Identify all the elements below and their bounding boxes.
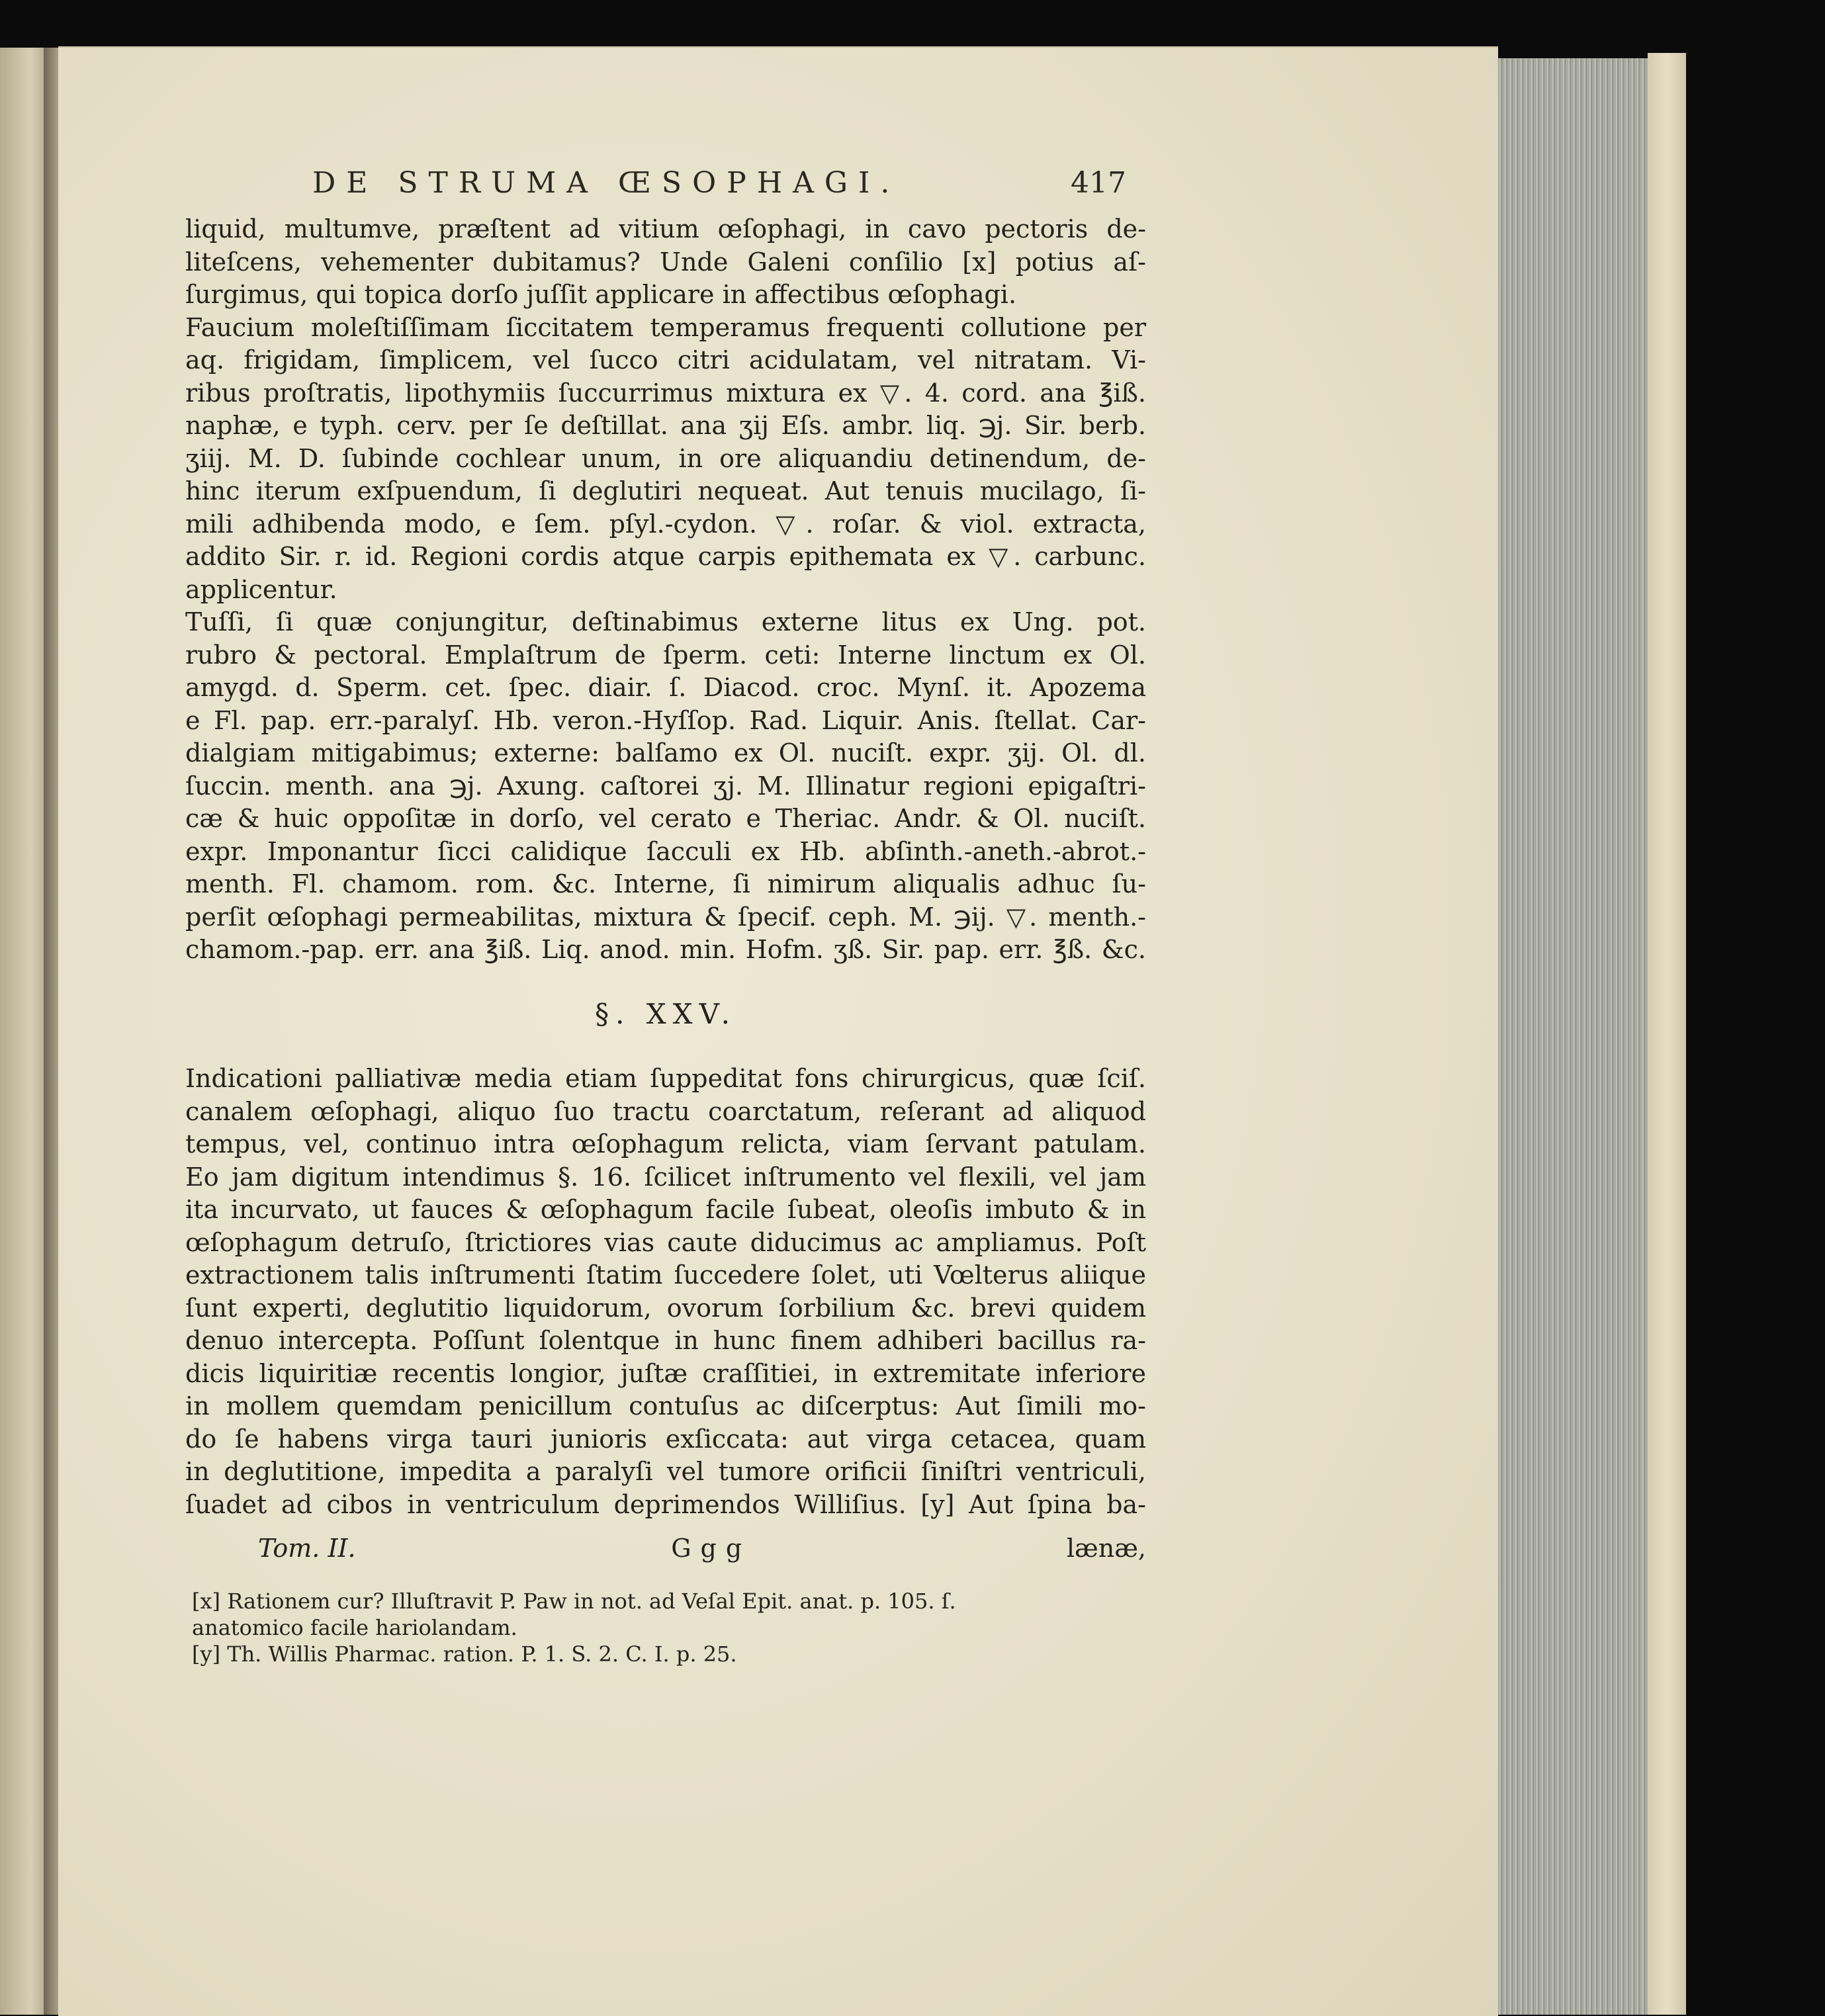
text-line: ita incurvato, ut fauces & œſophagum facile ſubeat, oleoſis imbuto & in xyxy=(185,1195,1146,1224)
running-title: DE STRUMA ŒSOPHAGI. xyxy=(312,165,901,200)
text-line: liquid, multumve, præſtent ad vitium œſophagi, in cavo pectoris de- xyxy=(185,214,1146,243)
text-line: chamom.-pap. err. ana ℥iß. Liq. anod. min. Hofm. ʒß. Sir. pap. err. ℥ß. &c. xyxy=(185,935,1146,964)
text-line: ſunt experti, deglutitio liquidorum, ovorum ſorbilium &c. brevi quidem xyxy=(185,1293,1146,1323)
text-line: ribus proſtratis, lipothymiis ſuccurrimus mixtura ex ▽. 4. cord. ana ℥iß. xyxy=(185,378,1146,408)
text-line: dicis liquiritiæ recentis longior, juſtæ craſſitiei, in extremitate inferiore xyxy=(185,1358,1146,1388)
text-line: Indicationi palliativæ media etiam ſuppeditat fons chirurgicus, quæ ſciſ. xyxy=(185,1064,1146,1093)
footnote-line: anatomico facile hariolandam. xyxy=(192,1615,517,1640)
text-line: do ſe habens virga tauri junioris exſiccata: aut virga cetacea, quam xyxy=(185,1424,1146,1454)
text-line: aq. frigidam, ſimplicem, vel ſucco citri acidulatam, vel nitratam. Vi- xyxy=(185,345,1146,374)
text-line: canalem œſophagi, aliquo ſuo tractu coarctatum, reſerant ad aliquod xyxy=(185,1096,1146,1126)
text-line: menth. Fl. chamom. rom. &c. Interne, ſi nimirum aliqualis adhuc ſu- xyxy=(185,869,1146,898)
signature-mark: Ggg xyxy=(671,1534,752,1563)
text-line: ſurgimus, qui topica dorſo juſſit applicare in affectibus œſophagi. xyxy=(185,280,1017,309)
text-line: tempus, vel, continuo intra œſophagum relicta, viam ſervant patulam. xyxy=(185,1129,1146,1159)
text-line: ſuccin. menth. ana ℈j. Axung. caſtorei ʒj. M. Illinatur regioni epigaſtri- xyxy=(185,771,1146,801)
text-line: Faucium moleſtiſſimam ſiccitatem temperamus frequenti collutione per xyxy=(185,312,1146,342)
page-footer xyxy=(185,1534,1146,1563)
text-line: hinc iterum exſpuendum, ſi deglutiri nequeat. Aut tenuis mucilago, ſi- xyxy=(185,476,1146,505)
text-line: rubro & pectoral. Emplaſtrum de ſperm. ceti: Interne linctum ex Ol. xyxy=(185,640,1146,670)
text-line: in mollem quemdam penicillum contuſus ac diſcerptus: Aut ſimili mo- xyxy=(185,1391,1146,1421)
text-line: mili adhibenda modo, e ſem. pſyl.-cydon. ▽. roſar. & viol. extracta, xyxy=(185,509,1146,539)
page-header xyxy=(312,163,1126,202)
text-block-bottom xyxy=(185,1063,1146,1521)
footnote-line: [y] Th. Willis Pharmac. ration. P. 1. S. 2. C. I. p. 25. xyxy=(192,1642,737,1667)
volume-label: Tom. II. xyxy=(258,1534,356,1563)
text-line: naphæ, e typh. cerv. per ſe deſtillat. ana ʒij Eſs. ambr. liq. ℈j. Sir. berb. xyxy=(185,411,1146,440)
text-line: in deglutitione, impedita a paralyſi vel tumore orificii ſiniſtri ventriculi, xyxy=(185,1457,1146,1486)
text-line: e Fl. pap. err.-paralyſ. Hb. veron.-Hyſſop. Rad. Liquir. Anis. ſtellat. Car- xyxy=(185,705,1146,735)
text-line: addito Sir. r. id. Regioni cordis atque carpis epithemata ex ▽. carbunc. xyxy=(185,542,1146,571)
footnote-line: [x] Rationem cur? Illuſtravit P. Paw in not. ad Veſal Epit. anat. p. 105. ſ. xyxy=(192,1589,956,1614)
page-number: 417 xyxy=(1071,165,1126,200)
text-line: Tuſſi, ſi quæ conjungitur, deſtinabimus externe litus ex Ung. pot. xyxy=(185,607,1146,636)
text-line: liteſcens, vehementer dubitamus? Unde Galeni conſilio [x] potius aſ- xyxy=(185,247,1146,277)
section-heading: §. XXV. xyxy=(595,998,736,1030)
footnotes xyxy=(192,1588,1145,1667)
text-line: perſit œſophagi permeabilitas, mixtura & ſpecif. ceph. M. ℈ij. ▽. menth.- xyxy=(185,902,1146,932)
text-block-top xyxy=(185,213,1146,967)
text-line: expr. Imponantur ſicci calidique ſacculi ex Hb. abſinth.-aneth.-abrot.- xyxy=(185,836,1146,866)
text-line: Eo jam digitum intendimus §. 16. ſcilicet inſtrumento vel flexili, vel jam xyxy=(185,1162,1146,1192)
catchword: lænæ, xyxy=(1066,1534,1146,1563)
text-line: extractionem talis inſtrumenti ſtatim ſuccedere ſolet, uti Vœlterus aliique xyxy=(185,1260,1146,1290)
text-line: denuo intercepta. Poſſunt ſolentque in hunc finem adhiberi bacillus ra- xyxy=(185,1326,1146,1355)
book-cover-edge xyxy=(1648,53,1686,2015)
text-line: dialgiam mitigabimus; externe: balſamo ex Ol. nuciſt. expr. ʒij. Ol. dl. xyxy=(185,738,1146,767)
text-line: cæ & huic oppoſitæ in dorſo, vel cerato e Theriac. Andr. & Ol. nuciſt. xyxy=(185,804,1146,833)
text-line: œſophagum detruſo, ſtrictiores vias caute diducimus ac ampliamus. Poſt xyxy=(185,1227,1146,1257)
text-line: amygd. d. Sperm. cet. ſpec. diair. ſ. Diacod. croc. Mynſ. it. Apozema xyxy=(185,673,1146,702)
page-edges-stack xyxy=(1498,58,1648,2015)
text-line: ſuadet ad cibos in ventriculum deprimendos Williſius. [y] Aut ſpina ba- xyxy=(185,1489,1146,1519)
text-line: ʒiij. M. D. ſubinde cochlear unum, in ore aliquandiu detinendum, de- xyxy=(185,443,1146,473)
text-line: applicentur. xyxy=(185,574,337,604)
